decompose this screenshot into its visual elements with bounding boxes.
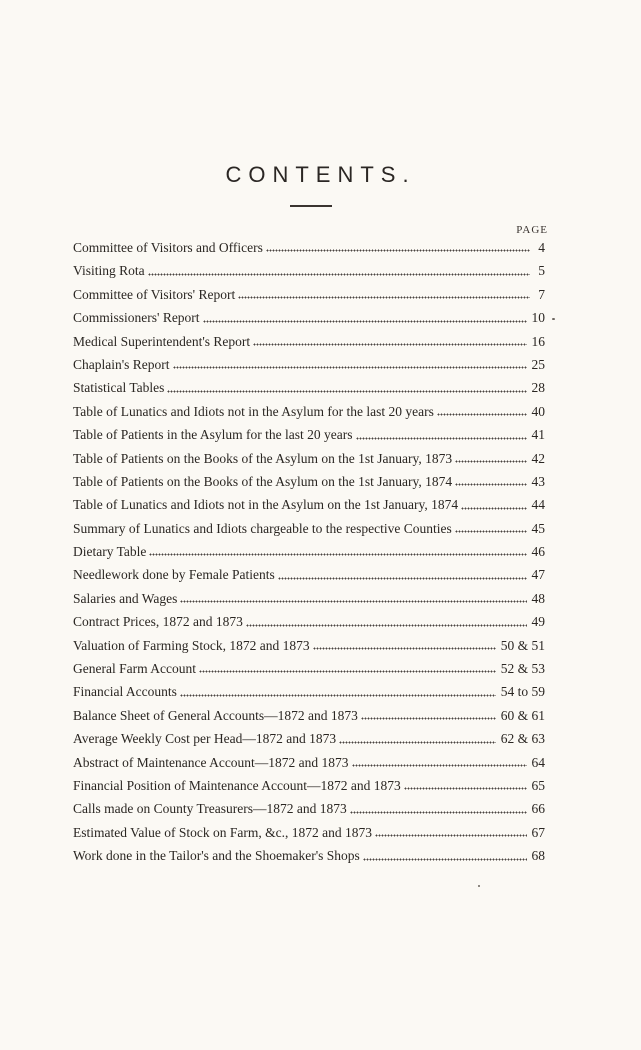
toc-entry-title: Committee of Visitors and Officers bbox=[73, 240, 263, 255]
toc-entry-page: 45 bbox=[531, 520, 545, 536]
toc-entry bbox=[73, 657, 545, 680]
toc-entry-page: 54 to 59 bbox=[500, 684, 545, 700]
toc-entry-page: 60 & 61 bbox=[500, 707, 545, 723]
toc-entry-title: Calls made on County Treasurers—1872 and 1873 bbox=[73, 801, 347, 817]
toc-entry-title: Balance Sheet of General Accounts—1872 and 1873 bbox=[73, 707, 358, 723]
toc-entry bbox=[73, 306, 545, 329]
toc-entry-title: Table of Lunatics and Idiots not in the Asylum for the last 20 years bbox=[73, 403, 434, 419]
dot-leader bbox=[148, 273, 530, 276]
dot-leader bbox=[455, 460, 526, 463]
toc-entry-title: General Farm Account bbox=[73, 661, 196, 677]
toc-entry-page: 49 bbox=[531, 614, 545, 630]
toc-entry bbox=[73, 774, 545, 797]
toc-entry-page: 66 bbox=[531, 801, 545, 817]
toc-entry-page: 64 bbox=[531, 754, 545, 770]
toc-entry bbox=[73, 259, 545, 282]
dot-leader bbox=[363, 858, 527, 861]
toc-entry-title: Table of Patients on the Books of the Asylum on the 1st January, 1873 bbox=[73, 450, 453, 466]
toc-entry bbox=[73, 634, 545, 657]
dot-leader bbox=[253, 343, 526, 346]
toc-entry-title: Summary of Lunatics and Idiots chargeable to the respective Counties bbox=[73, 520, 452, 536]
table-of-contents bbox=[73, 236, 545, 868]
toc-entry-title: Valuation of Farming Stock, 1872 and 1873 bbox=[73, 637, 310, 653]
toc-entry bbox=[73, 844, 545, 867]
toc-entry bbox=[73, 376, 545, 399]
dot-leader bbox=[203, 320, 527, 323]
dot-leader bbox=[278, 577, 527, 580]
toc-entry bbox=[73, 470, 545, 493]
toc-entry-page: 47 bbox=[531, 567, 545, 583]
toc-entry-page: 46 bbox=[531, 544, 545, 560]
toc-entry-page: 50 & 51 bbox=[500, 637, 545, 653]
dot-leader bbox=[238, 296, 530, 299]
dot-leader bbox=[461, 507, 526, 510]
toc-entry bbox=[73, 423, 545, 446]
toc-entry-page: 42 bbox=[531, 450, 545, 466]
toc-entry bbox=[73, 563, 545, 586]
toc-entry-title: Financial Position of Maintenance Account—1872 and 1873 bbox=[73, 777, 401, 793]
toc-entry-title: Abstract of Maintenance Account—1872 and 1873 bbox=[73, 754, 349, 770]
toc-entry-page: 41 bbox=[531, 427, 545, 443]
toc-entry-title: Chaplain's Report bbox=[73, 356, 170, 372]
toc-entry-page: 48 bbox=[531, 590, 545, 606]
toc-entry-page: 4 bbox=[538, 240, 545, 255]
toc-entry-title: Visiting Rota bbox=[73, 263, 145, 279]
toc-entry-title: Average Weekly Cost per Head—1872 and 1873 bbox=[73, 731, 337, 747]
toc-entry-title: Work done in the Tailor's and the Shoemaker's Shops bbox=[73, 848, 360, 864]
toc-entry bbox=[73, 447, 545, 470]
dot-leader bbox=[199, 670, 496, 673]
toc-entry-title: Committee of Visitors' Report bbox=[73, 286, 236, 302]
toc-entry-page: 62 & 63 bbox=[500, 731, 545, 747]
paper-speck bbox=[552, 318, 555, 320]
toc-entry-page: 52 & 53 bbox=[500, 661, 545, 677]
toc-entry-title: Needlework done by Female Patients bbox=[73, 567, 275, 583]
toc-entry-title: Table of Lunatics and Idiots not in the Asylum on the 1st January, 1874 bbox=[73, 497, 459, 513]
toc-entry bbox=[73, 821, 545, 844]
dot-leader bbox=[339, 741, 496, 744]
toc-entry bbox=[73, 517, 545, 540]
dot-leader bbox=[375, 834, 527, 837]
dot-leader bbox=[455, 530, 527, 533]
toc-entry-page: 68 bbox=[531, 848, 545, 864]
toc-entry-page: 5 bbox=[538, 263, 545, 279]
dot-leader bbox=[437, 413, 527, 416]
toc-entry bbox=[73, 610, 545, 633]
title-rule bbox=[290, 205, 332, 207]
toc-entry bbox=[73, 493, 545, 516]
toc-entry bbox=[73, 353, 545, 376]
toc-entry bbox=[73, 680, 545, 703]
dot-leader bbox=[356, 437, 527, 440]
toc-entry-page: 10 bbox=[531, 310, 545, 326]
toc-entry-title: Statistical Tables bbox=[73, 380, 165, 396]
toc-entry bbox=[73, 797, 545, 820]
dot-leader bbox=[173, 366, 527, 369]
toc-entry-title: Financial Accounts bbox=[73, 684, 177, 700]
toc-entry-page: 28 bbox=[531, 380, 545, 396]
page-column-label: PAGE bbox=[516, 224, 548, 236]
toc-entry-page: 7 bbox=[538, 286, 545, 302]
toc-entry-page: 25 bbox=[531, 356, 545, 372]
dot-leader bbox=[352, 764, 527, 767]
toc-entry bbox=[73, 283, 545, 306]
dot-leader bbox=[350, 811, 527, 814]
toc-entry-title: Table of Patients in the Asylum for the last 20 years bbox=[73, 427, 353, 443]
toc-entry-title: Contract Prices, 1872 and 1873 bbox=[73, 614, 243, 630]
toc-entry-page: 16 bbox=[531, 333, 545, 349]
toc-entry-title: Medical Superintendent's Report bbox=[73, 333, 251, 349]
dot-leader bbox=[180, 600, 526, 603]
toc-entry-title: Commissioners' Report bbox=[73, 310, 200, 326]
toc-entry bbox=[73, 704, 545, 727]
dot-leader bbox=[361, 717, 496, 720]
toc-entry-page: 65 bbox=[531, 777, 545, 793]
toc-entry-page: 43 bbox=[531, 473, 545, 489]
toc-entry-title: Estimated Value of Stock on Farm, &c., 1872 and 1873 bbox=[73, 824, 372, 840]
toc-entry bbox=[73, 587, 545, 610]
dot-leader bbox=[149, 553, 526, 556]
paper-speck bbox=[478, 885, 480, 887]
toc-entry bbox=[73, 330, 545, 353]
dot-leader bbox=[266, 249, 530, 252]
toc-entry-page: 44 bbox=[531, 497, 545, 513]
toc-entry bbox=[73, 236, 545, 259]
dot-leader bbox=[404, 787, 527, 790]
toc-entry-title: Dietary Table bbox=[73, 544, 147, 560]
dot-leader bbox=[455, 483, 526, 486]
toc-entry-page: 40 bbox=[531, 403, 545, 419]
toc-entry bbox=[73, 727, 545, 750]
dot-leader bbox=[167, 390, 526, 393]
toc-entry-title: Table of Patients on the Books of the Asylum on the 1st January, 1874 bbox=[73, 473, 453, 489]
toc-entry bbox=[73, 540, 545, 563]
dot-leader bbox=[313, 647, 496, 650]
page-title: CONTENTS. bbox=[225, 162, 416, 187]
toc-entry-page: 67 bbox=[531, 824, 545, 840]
dot-leader bbox=[180, 694, 496, 697]
dot-leader bbox=[246, 624, 527, 627]
toc-entry-title: Salaries and Wages bbox=[73, 590, 178, 606]
toc-entry bbox=[73, 751, 545, 774]
toc-entry bbox=[73, 400, 545, 423]
